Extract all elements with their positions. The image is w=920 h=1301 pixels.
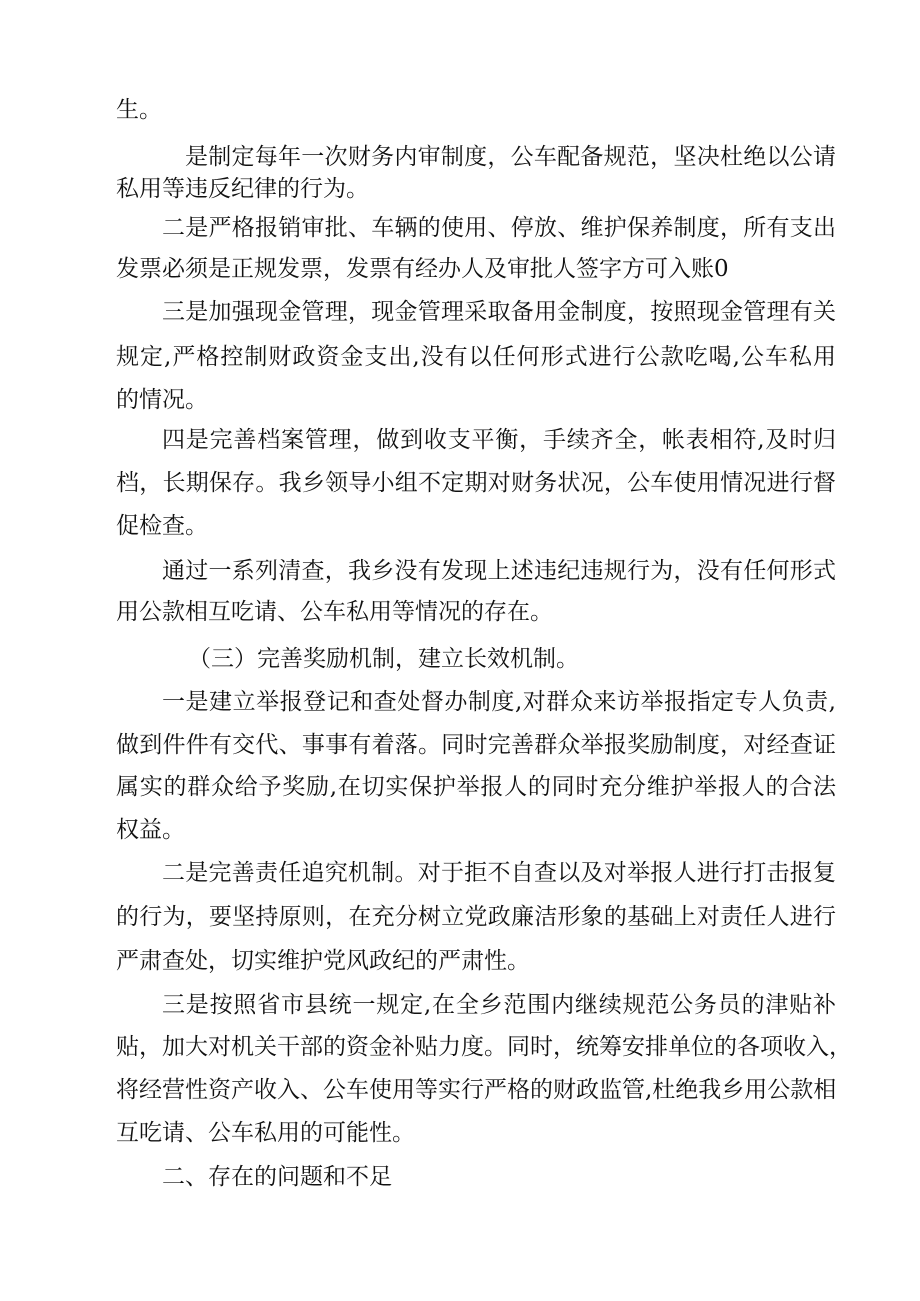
text-line: 通过一系列清查，我乡没有发现上述违纪违规行为，没有任何形式 [162, 558, 836, 584]
text-line: 一是建立举报登记和查处督办制度,对群众来访举报指定专人负责, [162, 689, 836, 715]
text-line: 私用等违反纪律的行为。 [116, 176, 369, 202]
text-line: 权益。 [116, 817, 185, 843]
text-line: 严肃查处，切实维护党风政纪的严肃性。 [116, 948, 530, 974]
text-line: 二是完善责任追究机制。对于拒不自查以及对举报人进行打击报复 [162, 860, 836, 886]
text-line: 用公款相互吃请、公车私用等情况的存在。 [116, 599, 553, 625]
text-line: 将经营性资产收入、公车使用等实行严格的财政监管,杜绝我乡用公款相 [116, 1077, 837, 1103]
text-line: 三是加强现金管理，现金管理采取备用金制度，按照现金管理有关 [162, 299, 836, 325]
text-line: 的情况。 [116, 387, 208, 413]
text-line: 发票必须是正规发票，发票有经办人及审批人签字方可入账0 [116, 256, 729, 282]
text-line: 三是按照省市县统一规定,在全乡范围内继续规范公务员的津贴补 [162, 992, 836, 1018]
section-heading: 二、存在的问题和不足 [162, 1164, 392, 1190]
text-line: 是制定每年一次财务内审制度，公车配备规范，坚决杜绝以公请 [185, 144, 836, 170]
text-line: 规定,严格控制财政资金支出,没有以任何形式进行公款吃喝,公车私用 [116, 344, 836, 370]
text-line: 促检查。 [116, 513, 208, 539]
text-line: 生。 [116, 97, 162, 123]
text-line: 四是完善档案管理，做到收支平衡，手续齐全，帐表相符,及时归 [162, 427, 836, 453]
text-line: 互吃请、公车私用的可能性。 [116, 1120, 415, 1146]
text-line: 的行为，要坚持原则，在充分树立党政廉洁形象的基础上对责任人进行 [116, 904, 836, 930]
text-line: 贴，加大对机关干部的资金补贴力度。同时，统筹安排单位的各项收入， [116, 1034, 852, 1060]
section-heading: （三）完善奖励机制，建立长效机制。 [188, 646, 579, 672]
text-line: 属实的群众给予奖励,在切实保护举报人的同时充分维护举报人的合法 [116, 774, 836, 800]
text-line: 二是严格报销审批、车辆的使用、停放、维护保养制度，所有支出 [162, 215, 836, 241]
text-line: 档，长期保存。我乡领导小组不定期对财务状况，公车使用情况进行督 [116, 470, 836, 496]
text-line: 做到件件有交代、事事有着落。同时完善群众举报奖励制度，对经查证 [116, 732, 836, 758]
